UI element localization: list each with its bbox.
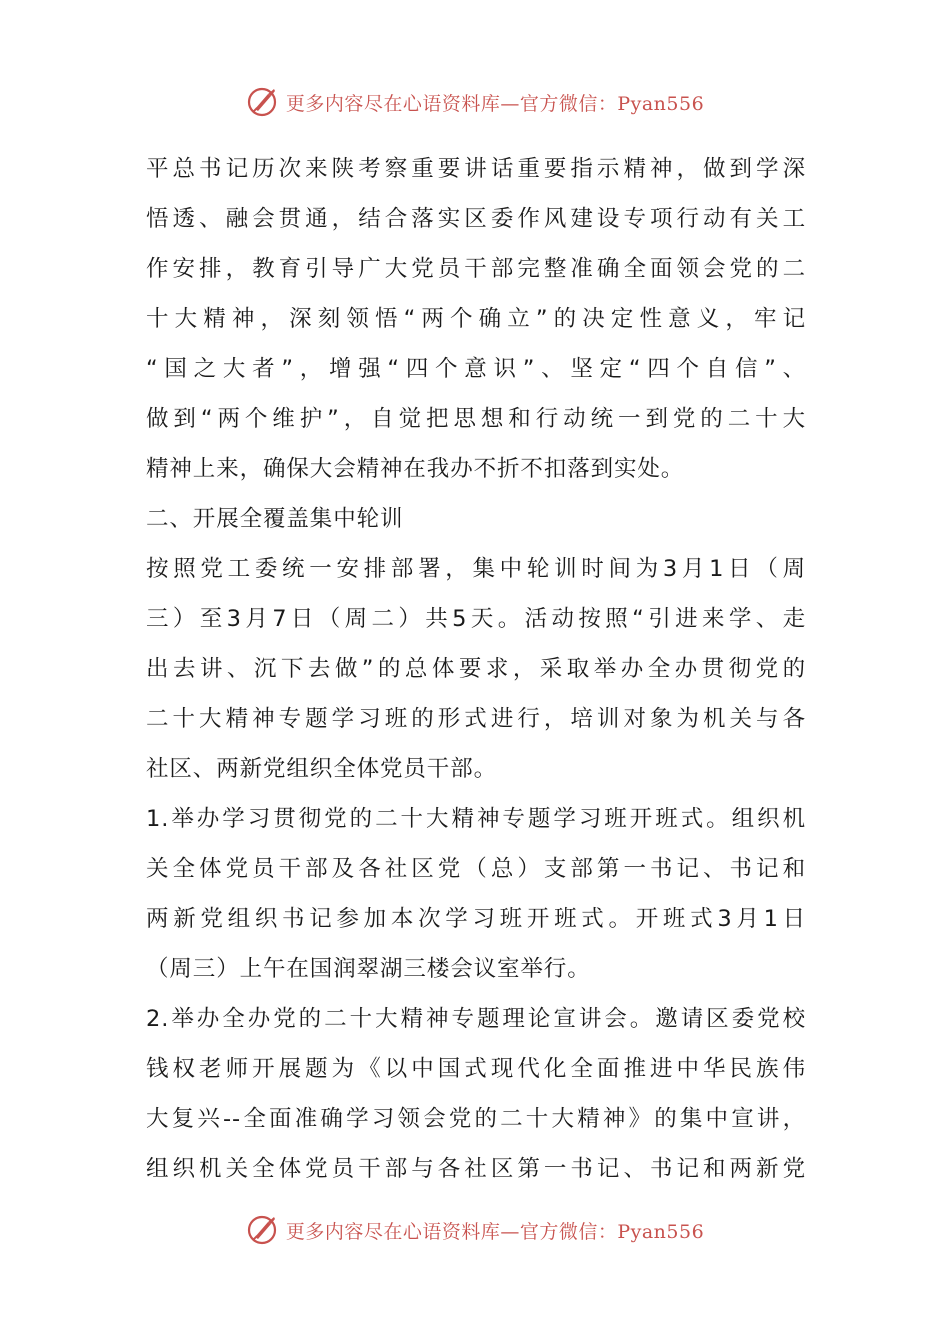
text-line: 二、开展全覆盖集中轮训 [146,506,404,532]
text-line: 悟透、融会贯通，结合落实区委作风建设专项行动有关工 [146,206,806,232]
text-line: 平总书记历次来陕考察重要讲话重要指示精神，做到学深 [146,156,806,182]
footer-watermark-banner [0,1210,950,1250]
text-line: 两新党组织书记参加本次学习班开班式。开班式3月1日 [146,906,806,932]
quill-pen-seal-icon [246,1213,280,1247]
text-line: 十大精神，深刻领悟“两个确立”的决定性意义，牢记 [146,306,806,332]
text-line: （周三）上午在国润翠湖三楼会议室举行。 [146,956,591,982]
text-line: “国之大者”，增强“四个意识”、坚定“四个自信”、 [146,356,806,382]
watermark-text: 更多内容尽在心语资料库—官方微信：Pyan556 [285,92,705,115]
text-line: 组织机关全体党员干部与各社区第一书记、书记和两新党 [146,1156,806,1182]
text-line: 精神上来，确保大会精神在我办不折不扣落到实处。 [146,456,685,482]
text-line: 做到“两个维护”，自觉把思想和行动统一到党的二十大 [146,406,806,432]
text-line: 作安排，教育引导广大党员干部完整准确全面领会党的二 [146,256,806,282]
text-line: 钱权老师开展题为《以中国式现代化全面推进中华民族伟 [146,1056,806,1082]
text-line: 1.举办学习贯彻党的二十大精神专题学习班开班式。组织机 [146,806,806,832]
text-line: 二十大精神专题学习班的形式进行，培训对象为机关与各 [146,706,806,732]
header-watermark-banner [0,82,950,122]
text-line: 社区、两新党组织全体党员干部。 [146,756,498,782]
text-line: 三）至3月7日（周二）共5天。活动按照“引进来学、走 [146,606,806,632]
text-line: 大复兴--全面准确学习领会党的二十大精神》的集中宣讲， [146,1106,806,1132]
watermark-text: 更多内容尽在心语资料库—官方微信：Pyan556 [285,1220,705,1243]
quill-pen-seal-icon [246,85,280,119]
text-line: 按照党工委统一安排部署，集中轮训时间为3月1日（周 [146,556,806,582]
document-body [146,144,806,1194]
text-line: 关全体党员干部及各社区党（总）支部第一书记、书记和 [146,856,806,882]
text-line: 出去讲、沉下去做”的总体要求，采取举办全办贯彻党的 [146,656,806,682]
text-line: 2.举办全办党的二十大精神专题理论宣讲会。邀请区委党校 [146,1006,806,1032]
